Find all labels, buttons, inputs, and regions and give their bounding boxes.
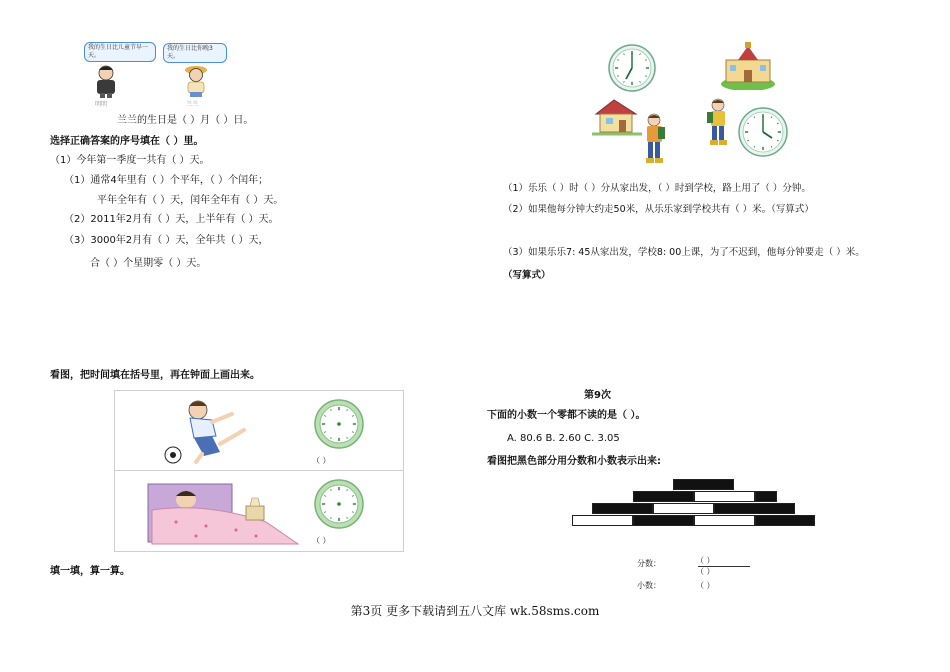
question-shaded-part: 看图把黑色部分用分数和小数表示出来: — [487, 456, 661, 467]
fraction-label: 分数： — [637, 559, 661, 568]
question-3000-feb: （3）3000年2月有（ ）天，全年共（ ）天， — [64, 235, 269, 246]
section-title-choose: 选择正确答案的序号填在（ ）里。 — [50, 136, 204, 147]
section-title-clock: 看图，把时间填在括号里，再在钟面上画出来。 — [50, 370, 260, 381]
question-decimal-zero: 下面的小数一个零都不读的是（ ）。 — [487, 410, 646, 421]
lesson-heading: 第9次 — [584, 390, 611, 401]
decimal-paren: （ ） — [696, 581, 715, 590]
house-illustration — [592, 96, 642, 136]
clock-arrival — [737, 104, 789, 160]
strip-segment — [592, 503, 653, 514]
name-mingming: 明明 — [95, 101, 108, 108]
fraction-numerator-paren: （ ） — [696, 556, 715, 565]
question-weeks: 合（ ）个星期零（ ）天。 — [90, 258, 207, 269]
page-footer: 第3页 更多下载请到五八文库 wk.58sms.com — [350, 604, 600, 618]
strip-segment — [633, 515, 694, 526]
girl-illustration — [178, 64, 214, 98]
section-title-fill-calc: 填一填，算一算。 — [50, 566, 130, 577]
time-paren-bottom: （ ） — [312, 536, 331, 545]
decimal-label: 小数： — [637, 581, 661, 590]
fraction-denominator-paren: （ ） — [696, 567, 715, 576]
school-building — [720, 40, 776, 90]
strip-segment — [714, 503, 795, 514]
decimal-options: A. 80.6 B. 2.60 C. 3.05 — [507, 433, 620, 444]
question-2011-feb: （2）2011年2月有（ ）天，上半年有（ ）天。 — [64, 214, 279, 225]
strip-segment — [653, 503, 714, 514]
question-leap-years: （1）通常4年里有（ ）个平年，（ ）个闰年； — [64, 175, 269, 186]
empty-clock-bottom[interactable] — [307, 478, 371, 530]
strip-segment — [673, 479, 734, 490]
strip-segment — [755, 491, 777, 502]
question-speed: （3）如果乐乐7: 45从家出发，学校8: 00上课，为了不迟到，他每分钟要走（ ）米。 — [503, 247, 865, 258]
clock-departure — [607, 40, 657, 96]
strip-segment — [694, 491, 755, 502]
boy-playing-soccer — [160, 396, 250, 466]
frame-divider — [114, 470, 403, 471]
question-birthday: 兰兰的生日是（ ）月（ ）日。 — [117, 115, 254, 126]
speech-bubble-mingming: 我的生日比儿童节早一天。 — [84, 42, 156, 62]
boy-walking-left — [640, 112, 670, 166]
boy-walking-right — [706, 97, 732, 147]
strip-segment — [694, 515, 755, 526]
speech-bubble-lanlan: 我的生日比你晚3天。 — [163, 43, 227, 63]
boy-illustration — [88, 64, 124, 98]
strip-segment — [633, 491, 694, 502]
question-quarter-days: （1）今年第一季度一共有（ ）天。 — [50, 155, 210, 166]
name-lanlan: 兰兰 — [186, 101, 199, 108]
empty-clock-top[interactable] — [307, 398, 371, 450]
question-distance: （2）如果他每分钟大约走50米，从乐乐家到学校共有（ ）米。（写算式） — [503, 204, 814, 215]
question-year-days: 平年全年有（ ）天，闰年全年有（ ）天。 — [97, 195, 284, 206]
strip-segment — [572, 515, 633, 526]
strip-segment — [755, 515, 815, 526]
time-paren-top: （ ） — [312, 456, 331, 465]
child-in-bed — [146, 482, 302, 546]
write-formula-label: （写算式） — [503, 270, 551, 281]
question-leave-time: （1）乐乐（ ）时（ ）分从家出发，（ ）时到学校，路上用了（ ）分钟。 — [503, 183, 811, 194]
